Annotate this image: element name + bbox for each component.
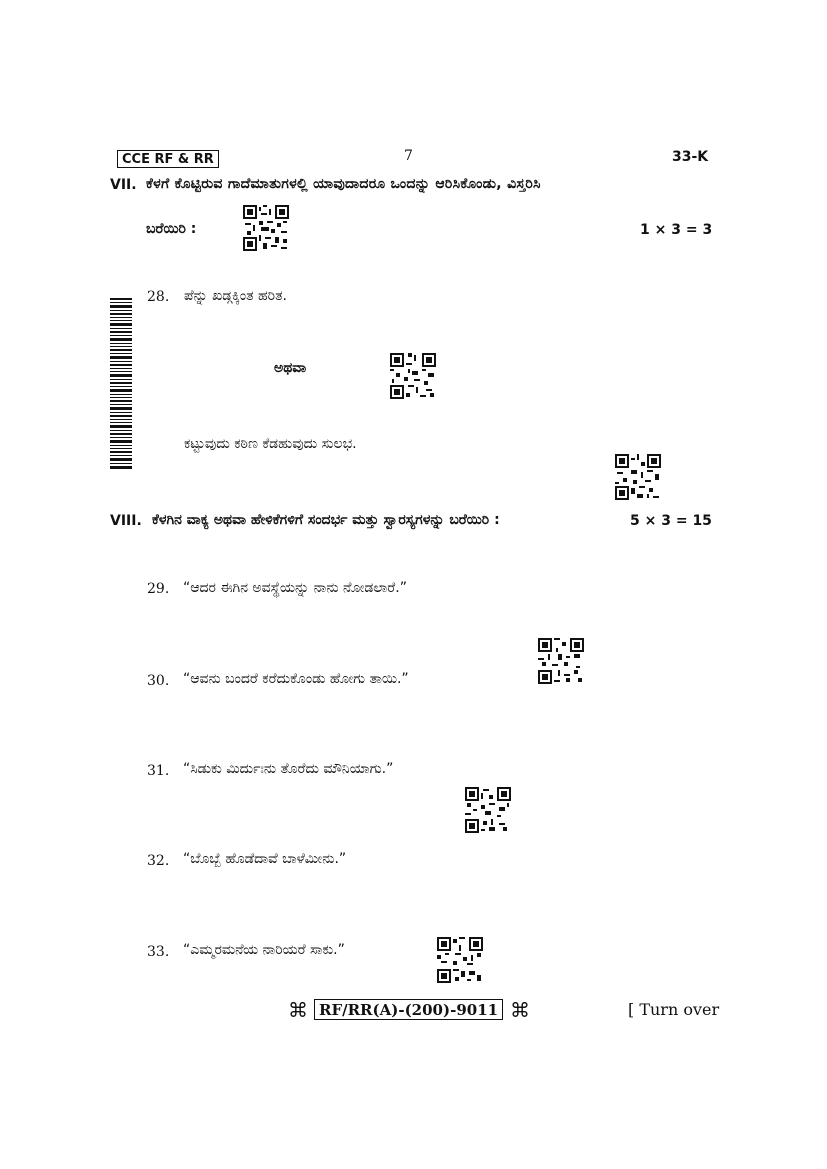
paper-code: 33-K — [672, 149, 709, 165]
footer-code-box: RF/RR(A)-(200)-9011 — [314, 999, 503, 1020]
alternative-proverb-text: ಕಟ್ಟುವುದು ಕಠಿಣ ಕೆಡಹುವುದು ಸುಲಭ. — [184, 436, 357, 452]
question-33-text: “ಎಮ್ಮರಮನೆಯ ನಾರಿಯರೆ ಸಾಕು.” — [183, 942, 345, 958]
section-viii-number: VIII. — [110, 513, 142, 529]
qr-code-icon — [243, 205, 289, 251]
question-32-number: 32. — [147, 853, 170, 869]
question-32-text: “ಬೊಬ್ಬೆ ಹೊಡೆದಾವೆ ಬಾಳೆಮೀನು.” — [183, 851, 347, 867]
qr-code-icon — [538, 638, 584, 684]
barcode-icon — [110, 298, 132, 474]
section-viii-marks: 5 × 3 = 15 — [630, 513, 712, 529]
section-viii-instruction: ಕೆಳಗಿನ ವಾಕ್ಯ ಅಥವಾ ಹೇಳಿಕೆಗಳಿಗೆ ಸಂದರ್ಭ ಮತ್ತು ಸ್ವಾರಸ್ಯಗಳನ್ನು ಬರೆಯಿರಿ : — [152, 512, 500, 528]
section-vii-number: VII. — [110, 177, 137, 193]
footer-right-symbol-icon: ⌘ — [510, 998, 530, 1022]
question-31-number: 31. — [147, 763, 170, 779]
turn-over-text: [ Turn over — [628, 1000, 720, 1019]
footer-left-symbol-icon: ⌘ — [288, 998, 308, 1022]
question-31-text: “ಸಿಡುಕು ಮಿರ್ದುಃನು ತೊರೆದು ಮೌನಿಯಾಗು.” — [183, 761, 394, 777]
qr-code-icon — [615, 454, 661, 500]
section-vii-marks: 1 × 3 = 3 — [640, 222, 713, 238]
question-30-number: 30. — [147, 673, 170, 689]
qr-code-icon — [437, 937, 483, 983]
question-30-text: “ಆವನು ಬಂದರೆ ಕರೆದುಕೊಂಡು ಹೋಗು ತಾಯಿ.” — [183, 671, 409, 687]
question-33-number: 33. — [147, 944, 170, 960]
question-29-number: 29. — [147, 581, 170, 597]
question-29-text: “ಆದರ ಈಗಿನ ಅವಸ್ಥೆಯನ್ನು ನಾನು ನೋಡಲಾರೆ.” — [183, 580, 407, 596]
qr-code-icon — [465, 787, 511, 833]
section-vii-instruction-cont: ಬರೆಯಿರಿ : — [146, 221, 197, 237]
question-28-number: 28. — [147, 289, 170, 305]
qr-code-icon — [390, 353, 436, 399]
section-vii-instruction: ಕೆಳಗೆ ಕೊಟ್ಟಿರುವ ಗಾದೆಮಾತುಗಳಲ್ಲಿ ಯಾವುದಾದರೂ ಒಂದನ್ನು ಆರಿಸಿಕೊಂಡು, ವಿಸ್ತರಿಸಿ — [146, 176, 541, 192]
page-number: 7 — [404, 148, 413, 164]
or-text: ಅಥವಾ — [274, 360, 307, 376]
question-28-text: ಪೆನ್ನು ಖಡ್ಗಕ್ಕಿಂತ ಹರಿತ. — [184, 288, 287, 304]
exam-code-box: CCE RF & RR — [117, 150, 219, 168]
